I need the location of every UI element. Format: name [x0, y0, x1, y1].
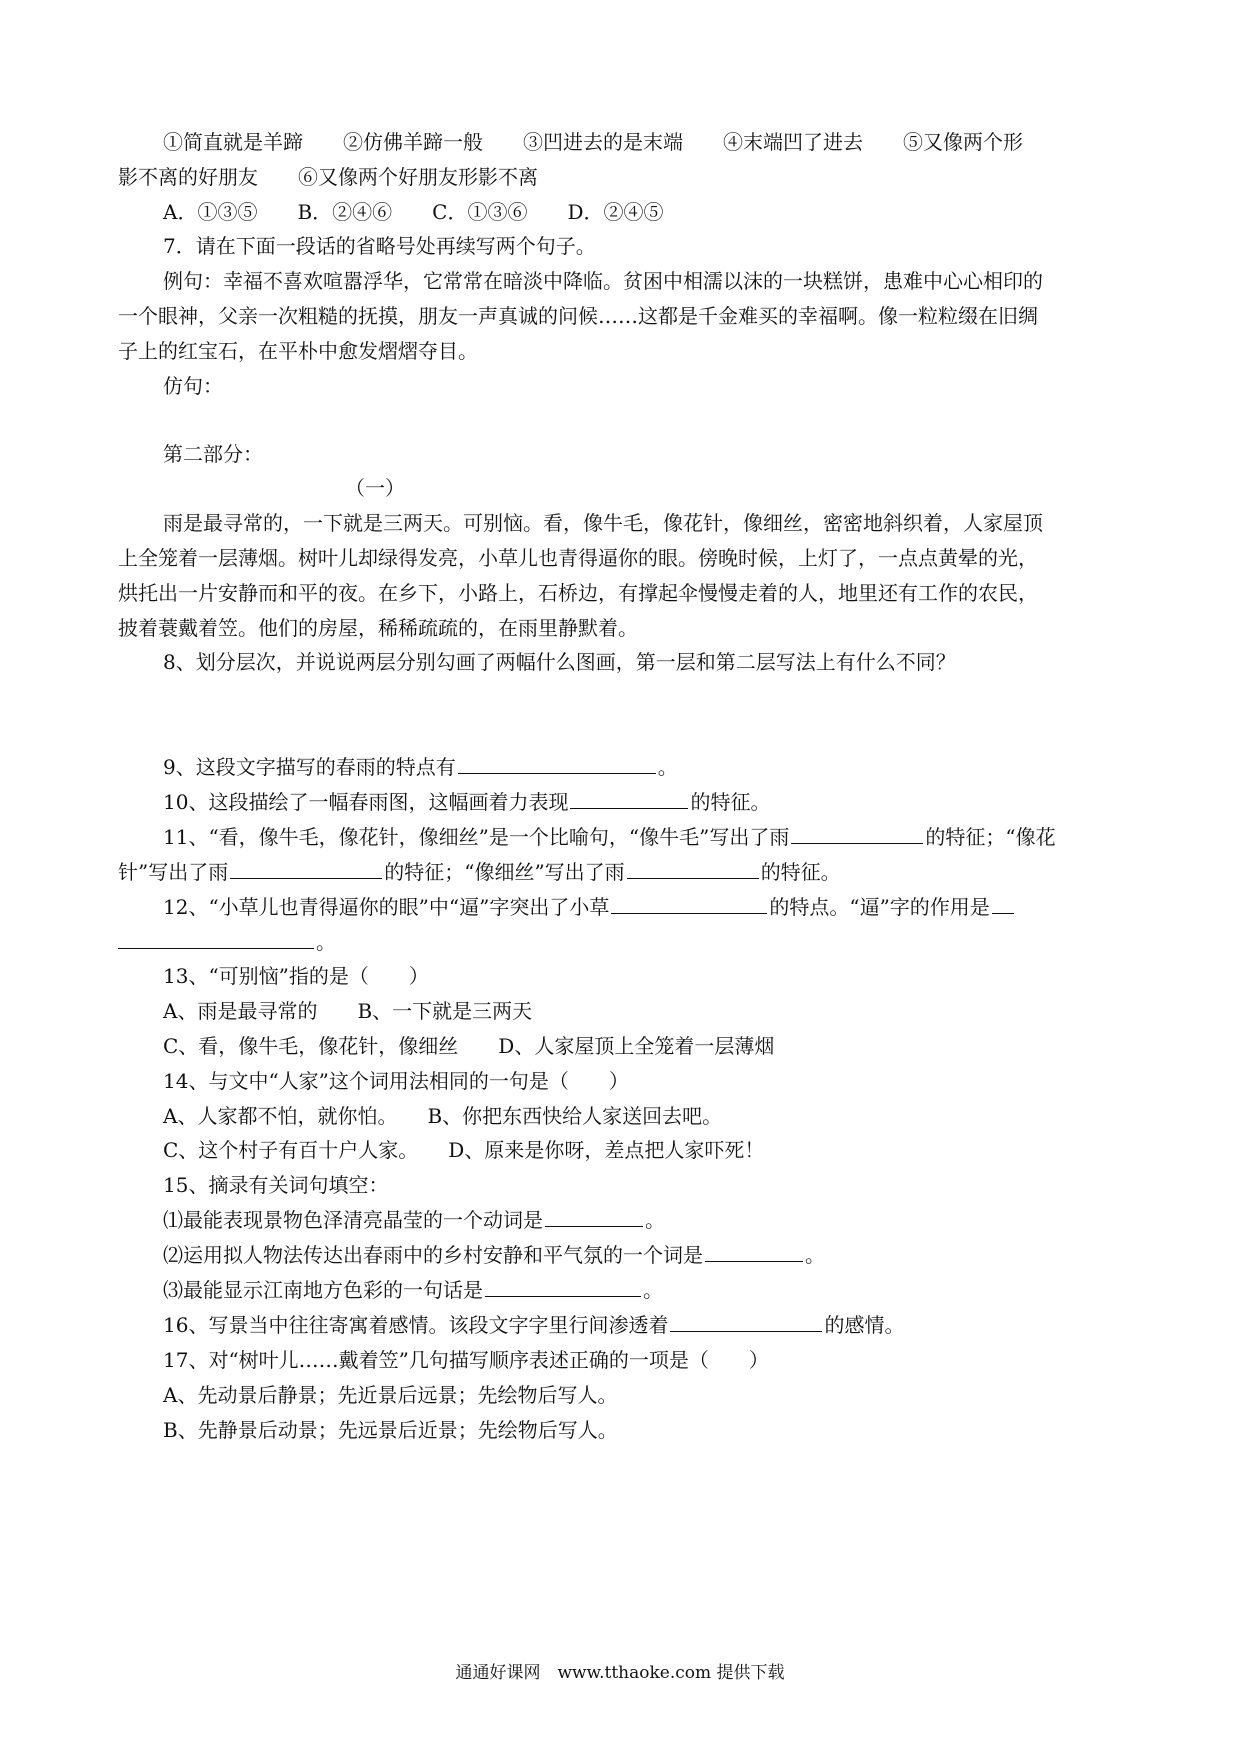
passage-line-4: 披着蓑戴着笠。他们的房屋，稀稀疏疏的，在雨里静默着。	[118, 616, 638, 640]
section-heading: （一）	[345, 476, 405, 500]
q7-example-line-1: 例句：幸福不喜欢喧嚣浮华，它常常在暗淡中降临。贫困中相濡以沫的一块糕饼，患难中心心相印的	[163, 269, 1043, 293]
q15-sub-1	[0, 1206, 1240, 1234]
passage-line-3: 烘托出一片安静而和平的夜。在乡下，小路上，石桥边，有撑起伞慢慢走着的人，地里还有工作的农民，	[118, 581, 1038, 605]
q7-example-line-2: 一个眼神，父亲一次粗糙的抚摸，朋友一声真诚的问候……这都是千金难买的幸福啊。像一粒粒缀在旧绸	[118, 304, 1038, 328]
q13-options-ab: A、雨是最寻常的 B、一下就是三两天	[163, 999, 533, 1023]
q14-title: 14、与文中“人家”这个词用法相同的一句是（ ）	[163, 1069, 629, 1093]
q12-text-b: 的特点。“逼”字的作用是	[769, 895, 990, 919]
passage-line-1: 雨是最寻常的，一下就是三两天。可别恼。看，像牛毛，像花针，像细丝，密密地斜织着，人家屋顶	[163, 511, 1043, 535]
q9-answer-blank[interactable]	[458, 753, 656, 774]
q6-options-line-2: 影不离的好朋友 ⑥又像两个好朋友形影不离	[118, 165, 538, 189]
q11-line-2	[0, 858, 1240, 886]
q11-blank-2[interactable]	[230, 858, 382, 879]
q11-blank-1[interactable]	[791, 823, 923, 844]
q12-line-1	[0, 893, 1240, 921]
q11-blank-3[interactable]	[627, 858, 759, 879]
q17-title: 17、对“树叶儿……戴着笠”几句描写顺序表述正确的一项是（ ）	[163, 1348, 769, 1372]
q12-line-2	[0, 928, 1240, 956]
q15-sub-2-text: ⑵运用拟人物法传达出春雨中的乡村安静和平气氛的一个词是	[163, 1243, 703, 1267]
q7-imitate-label: 仿句：	[163, 374, 223, 398]
q16	[0, 1311, 1240, 1339]
q15-blank-2[interactable]	[705, 1241, 803, 1262]
q15-blank-1[interactable]	[545, 1206, 643, 1227]
passage-line-2: 上全笼着一层薄烟。树叶儿却绿得发亮，小草儿也青得逼你的眼。傍晚时候，上灯了，一点点黄晕的光，	[118, 546, 1038, 570]
q10-text: 10、这段描绘了一幅春雨图，这幅画着力表现	[163, 790, 569, 814]
q15-sub-3-text: ⑶最能显示江南地方色彩的一句话是	[163, 1278, 483, 1302]
q9-end: 。	[657, 755, 678, 779]
q14-options-cd: C、这个村子有百十户人家。 D、原来是你呀，差点把人家吓死！	[163, 1138, 765, 1162]
q9	[0, 753, 1240, 781]
q15-title: 15、摘录有关词句填空：	[163, 1173, 389, 1197]
q16-blank[interactable]	[670, 1311, 822, 1332]
part2-title: 第二部分：	[163, 442, 263, 466]
q10-answer-blank[interactable]	[570, 788, 688, 809]
q15-sub-3-end: 。	[643, 1278, 663, 1302]
q14-options-ab: A、人家都不怕，就你怕。 B、你把东西快给人家送回去吧。	[163, 1104, 723, 1128]
q6-options-line-1: ①简直就是羊蹄 ②仿佛羊蹄一般 ③凹进去的是末端 ④末端凹了进去 ⑤又像两个形	[163, 130, 1023, 154]
q12-blank-2[interactable]	[118, 928, 314, 949]
q17-option-a: A、先动景后静景；先近景后远景；先绘物后写人。	[163, 1383, 618, 1407]
q15-sub-2-end: 。	[805, 1243, 825, 1267]
q8-text: 8、划分层次，并说说两层分别勾画了两幅什么图画，第一层和第二层写法上有什么不同？	[163, 650, 956, 674]
q17-option-b: B、先静景后动景；先远景后近景；先绘物后写人。	[163, 1418, 618, 1442]
q15-sub-2	[0, 1241, 1240, 1269]
q11-text-d: 的特征；“像细丝”写出了雨	[384, 860, 625, 884]
q7-title: 7．请在下面一段话的省略号处再续写两个句子。	[163, 234, 596, 258]
q13-options-cd: C、看，像牛毛，像花针，像细丝 D、人家屋顶上全笼着一层薄烟	[163, 1034, 775, 1058]
q10-end: 的特征。	[690, 790, 771, 814]
q11-text-a: 11、“看，像牛毛，像花针，像细丝”是一个比喻句，“像牛毛”写出了雨	[163, 825, 790, 849]
q7-example-line-3: 子上的红宝石，在平朴中愈发熠熠夺目。	[118, 339, 478, 363]
q15-sub-3	[0, 1276, 1240, 1304]
q13-title: 13、“可别恼”指的是（ ）	[163, 964, 429, 988]
q16-text: 16、写景当中往往寄寓着感情。该段文字字里行间渗透着	[163, 1313, 669, 1337]
q12-blank-2-start[interactable]	[992, 893, 1014, 914]
q11-text-b: 的特征；“像花	[925, 825, 1056, 849]
q12-blank-1[interactable]	[611, 893, 767, 914]
q9-text: 9、这段文字描写的春雨的特点有	[163, 755, 456, 779]
q12-text-a: 12、“小草儿也青得逼你的眼”中“逼”字突出了小草	[163, 895, 610, 919]
q11-line-1	[0, 823, 1240, 851]
q15-sub-1-text: ⑴最能表现景物色泽清亮晶莹的一个动词是	[163, 1208, 543, 1232]
q15-blank-3[interactable]	[485, 1276, 641, 1297]
q11-text-e: 的特征。	[760, 860, 841, 884]
q11-text-c: 针”写出了雨	[118, 860, 229, 884]
q16-end: 的感情。	[824, 1313, 905, 1337]
q12-end: 。	[316, 930, 336, 954]
q10	[0, 788, 1240, 816]
q6-choices: A．①③⑤ B．②④⑥ C．①③⑥ D．②④⑤	[163, 200, 664, 224]
footer-download-notice: 通通好课网 www.tthaoke.com 提供下载	[455, 1663, 785, 1683]
q15-sub-1-end: 。	[645, 1208, 665, 1232]
